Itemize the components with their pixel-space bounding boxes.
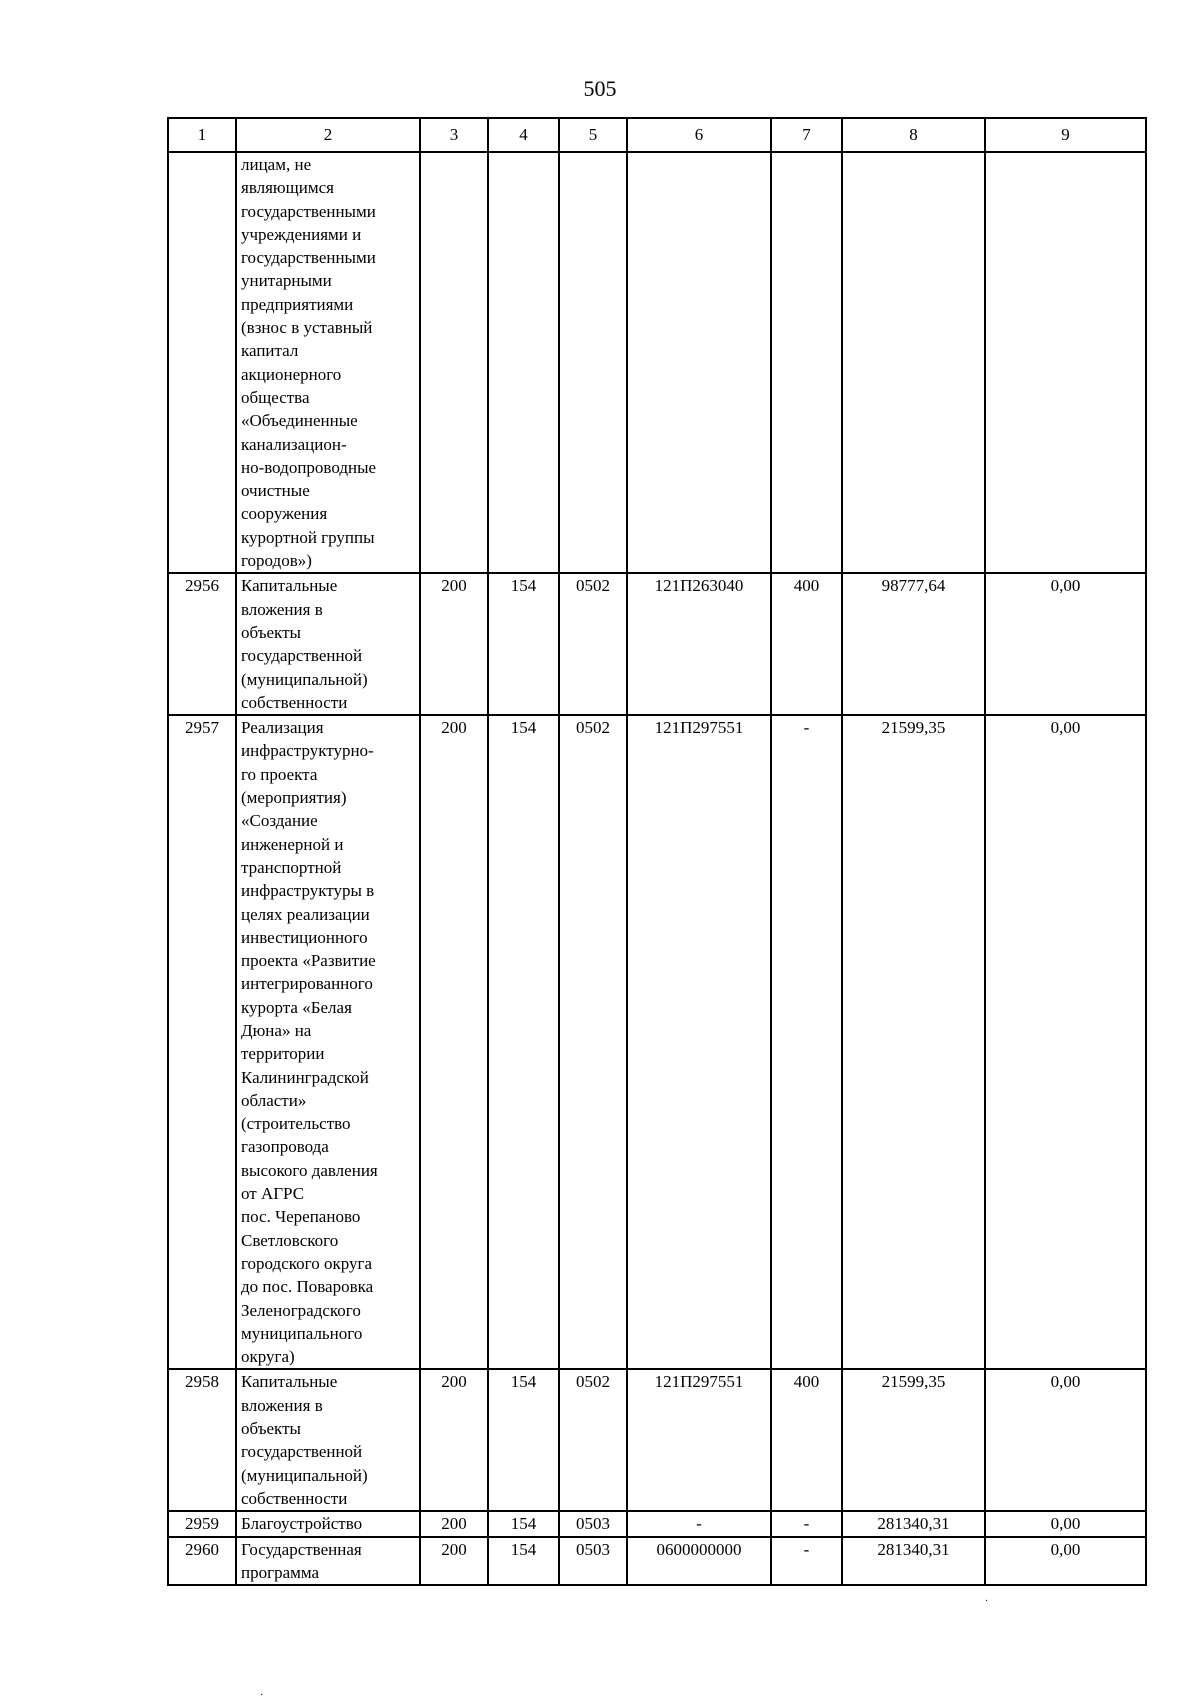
row-number-cell: 2959 [168, 1511, 236, 1536]
budget-admin-code-cell: 200 [420, 1511, 488, 1536]
description-line: (муниципальной) [241, 669, 368, 689]
amount-cell: 281340,31 [842, 1537, 985, 1586]
description-line: государственной [241, 646, 363, 666]
description-line: инвестиционного [241, 927, 368, 947]
description-line: муниципального [241, 1323, 363, 1343]
description-line: сооружения [241, 504, 328, 524]
description-line: очистные [241, 481, 310, 501]
description-line: территории [241, 1044, 325, 1064]
description-line: городского округа [241, 1253, 373, 1273]
description-line: собственности [241, 692, 348, 712]
budget-table [167, 117, 1147, 1586]
column-header-1: 1 [168, 118, 236, 152]
scan-speck: · [260, 1690, 264, 1701]
table-header-row [168, 118, 1146, 152]
target-article-cell: 0600000000 [627, 1537, 771, 1586]
description-line: инфраструктуры в [241, 881, 375, 901]
department-code-cell: 154 [488, 573, 559, 715]
target-article-cell [627, 152, 771, 573]
description-line: «Объединенные [241, 411, 358, 431]
department-code-cell: 154 [488, 1511, 559, 1536]
description-line: курортной группы [241, 527, 375, 547]
department-code-cell: 154 [488, 1537, 559, 1586]
description-line: общества [241, 387, 310, 407]
target-article-cell: 121П297551 [627, 1369, 771, 1511]
description-line: «Создание [241, 811, 318, 831]
budget-admin-code-cell: 200 [420, 1537, 488, 1586]
description-line: Реализация [241, 718, 324, 738]
budget-admin-code-cell [420, 152, 488, 573]
amount-secondary-cell: 0,00 [985, 1369, 1146, 1511]
description-line: собственности [241, 1488, 348, 1508]
description-line: целях реализации [241, 904, 370, 924]
table-row [168, 1369, 1146, 1511]
amount-cell: 21599,35 [842, 715, 985, 1369]
department-code-cell: 154 [488, 715, 559, 1369]
row-number-cell: 2956 [168, 573, 236, 715]
target-article-cell: - [627, 1511, 771, 1536]
description-line: от АГРС [241, 1184, 305, 1204]
amount-secondary-cell [985, 152, 1146, 573]
department-code-cell [488, 152, 559, 573]
description-line: курорта «Белая [241, 997, 352, 1017]
description-line: газопровода [241, 1137, 329, 1157]
column-header-8: 8 [842, 118, 985, 152]
description-line: Калининградской [241, 1067, 369, 1087]
description-line: (мероприятия) [241, 788, 347, 808]
expense-type-cell: - [771, 1511, 842, 1536]
description-line: государственной [241, 1442, 363, 1462]
description-line: государственными [241, 248, 376, 268]
row-description-cell [236, 715, 420, 1369]
section-code-cell: 0502 [559, 573, 627, 715]
table-body [168, 152, 1146, 1585]
amount-cell [842, 152, 985, 573]
description-line: области» [241, 1090, 307, 1110]
row-description-cell [236, 1511, 420, 1536]
description-line: го проекта [241, 764, 318, 784]
table-row [168, 1537, 1146, 1586]
column-header-9: 9 [985, 118, 1146, 152]
description-line: унитарными [241, 271, 332, 291]
description-line: проекта «Развитие [241, 951, 376, 971]
row-number-cell: 2957 [168, 715, 236, 1369]
row-number-cell: 2958 [168, 1369, 236, 1511]
description-line: канализацион- [241, 434, 347, 454]
description-line: пос. Черепаново [241, 1207, 361, 1227]
amount-cell: 281340,31 [842, 1511, 985, 1536]
row-description-cell [236, 573, 420, 715]
expense-type-cell [771, 152, 842, 573]
description-line: вложения в [241, 599, 323, 619]
description-line: Капитальные [241, 576, 338, 596]
amount-cell: 98777,64 [842, 573, 985, 715]
section-code-cell: 0502 [559, 715, 627, 1369]
budget-admin-code-cell: 200 [420, 1369, 488, 1511]
section-code-cell: 0503 [559, 1537, 627, 1586]
description-line: Капитальные [241, 1372, 338, 1392]
target-article-cell: 121П297551 [627, 715, 771, 1369]
row-description-cell [236, 1537, 420, 1586]
column-header-5: 5 [559, 118, 627, 152]
column-header-3: 3 [420, 118, 488, 152]
expense-type-cell: - [771, 1537, 842, 1586]
description-line: (взнос в уставный [241, 318, 373, 338]
amount-secondary-cell: 0,00 [985, 1537, 1146, 1586]
description-line: объекты [241, 1419, 301, 1439]
description-line: (муниципальной) [241, 1465, 368, 1485]
budget-admin-code-cell: 200 [420, 715, 488, 1369]
amount-secondary-cell: 0,00 [985, 573, 1146, 715]
description-line: высокого давления [241, 1160, 378, 1180]
description-line: инфраструктурно- [241, 741, 374, 761]
description-line: Благоустройство [241, 1514, 363, 1534]
table-row [168, 152, 1146, 573]
row-number-cell [168, 152, 236, 573]
description-line: до пос. Поваровка [241, 1277, 374, 1297]
expense-type-cell: 400 [771, 1369, 842, 1511]
section-code-cell: 0503 [559, 1511, 627, 1536]
table-row [168, 1511, 1146, 1536]
budget-admin-code-cell: 200 [420, 573, 488, 715]
description-line: лицам, не [241, 155, 312, 174]
description-line: но-водопроводные [241, 457, 377, 477]
row-number-cell: 2960 [168, 1537, 236, 1586]
description-line: Светловского [241, 1230, 339, 1250]
column-header-2: 2 [236, 118, 420, 152]
description-line: Зеленоградского [241, 1300, 361, 1320]
description-line: интегрированного [241, 974, 373, 994]
column-header-6: 6 [627, 118, 771, 152]
expense-type-cell: - [771, 715, 842, 1369]
description-line: объекты [241, 622, 301, 642]
description-line: капитал [241, 341, 299, 361]
amount-cell: 21599,35 [842, 1369, 985, 1511]
description-line: государственными [241, 201, 376, 221]
page-number: 505 [583, 76, 617, 101]
section-code-cell [559, 152, 627, 573]
column-header-4: 4 [488, 118, 559, 152]
description-line: (строительство [241, 1114, 351, 1134]
description-line: вложения в [241, 1395, 323, 1415]
section-code-cell: 0502 [559, 1369, 627, 1511]
description-line: Государственная [241, 1539, 362, 1559]
target-article-cell: 121П263040 [627, 573, 771, 715]
scan-speck: · [985, 1596, 989, 1607]
department-code-cell: 154 [488, 1369, 559, 1511]
row-description-cell [236, 1369, 420, 1511]
description-line: являющимся [241, 178, 334, 198]
row-description-cell [236, 152, 420, 573]
amount-secondary-cell: 0,00 [985, 715, 1146, 1369]
description-line: Дюна» на [241, 1020, 312, 1040]
description-line: программа [241, 1562, 320, 1582]
amount-secondary-cell: 0,00 [985, 1511, 1146, 1536]
table-row [168, 715, 1146, 1369]
description-line: учреждениями и [241, 224, 362, 244]
description-line: транспортной [241, 857, 342, 877]
description-line: предприятиями [241, 294, 354, 314]
table-row [168, 573, 1146, 715]
description-line: округа) [241, 1347, 295, 1367]
column-header-7: 7 [771, 118, 842, 152]
description-line: инженерной и [241, 834, 344, 854]
expense-type-cell: 400 [771, 573, 842, 715]
description-line: акционерного [241, 364, 342, 384]
description-line: городов») [241, 551, 312, 571]
